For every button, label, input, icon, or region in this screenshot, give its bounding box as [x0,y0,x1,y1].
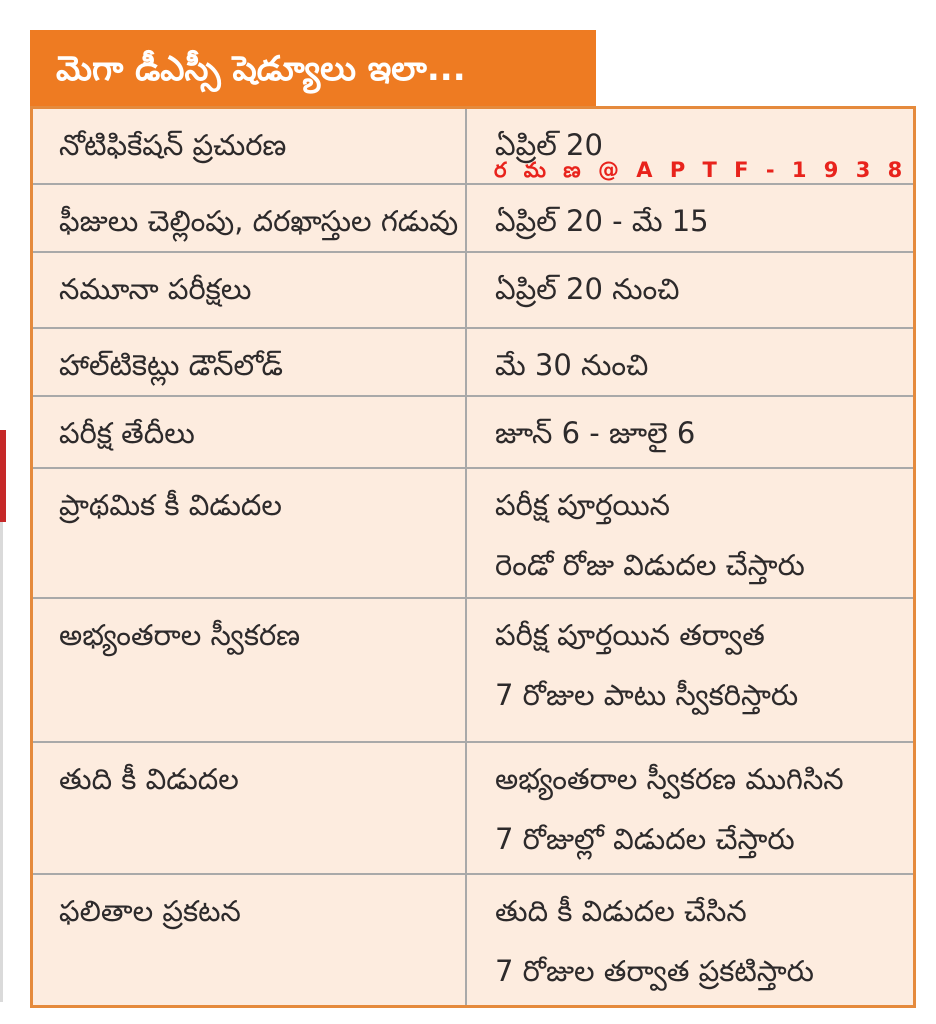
row-label: అభ్యంతరాల స్వీకరణ [33,599,467,743]
row-value-line: 7 రోజుల పాటు స్వీకరిస్తారు [495,678,799,712]
row-label: తుది కీ విడుదల [33,743,467,875]
watermark-text: ర మ ణ @ A P T F - 1 9 3 8 [494,158,908,182]
row-label: పరీక్ష తేదీలు [33,397,467,469]
schedule-title: మెగా డీఎస్సీ షెడ్యూలు ఇలా... [30,30,596,108]
row-value-line: అభ్యంతరాల స్వీకరణ ముగిసిన [495,762,844,796]
schedule-table [30,106,916,1008]
row-label: నమూనా పరీక్షలు [33,253,467,329]
row-value-line: పరీక్ష పూర్తయిన తర్వాత [495,618,765,652]
row-value [467,599,913,743]
row-label: నోటిఫికేషన్ ప్రచురణ [33,109,467,185]
row-value-line: ఏప్రిల్ 20 నుంచి [495,272,680,306]
row-value [467,185,913,253]
row-value [467,469,913,599]
row-value-line: ఏప్రిల్ 20 [495,128,603,162]
row-label: ఫలితాల ప్రకటన [33,875,467,1005]
row-value-line: 7 రోజుల్లో విడుదల చేస్తారు [495,822,795,856]
row-value [467,253,913,329]
row-value [467,329,913,397]
row-label: ప్రాథమిక కీ విడుదల [33,469,467,599]
row-value-line: రెండో రోజు విడుదల చేస్తారు [495,548,805,582]
row-label: ఫీజులు చెల్లింపు, దరఖాస్తుల గడువు [33,185,467,253]
row-value-line: తుది కీ విడుదల చేసిన [495,894,747,928]
row-value [467,743,913,875]
row-value-line: ఏప్రిల్ 20 - మే 15 [495,204,709,238]
row-label: హాల్‌టికెట్లు డౌన్‌లోడ్ [33,329,467,397]
row-value-line: పరీక్ష పూర్తయిన [495,488,670,522]
row-value-line: మే 30 నుంచి [495,348,649,382]
row-value [467,875,913,1005]
left-edge-strip [0,430,6,522]
row-value-line: జూన్ 6 - జూలై 6 [495,416,696,450]
row-value [467,397,913,469]
row-value-line: 7 రోజుల తర్వాత ప్రకటిస్తారు [495,954,814,988]
left-edge-line [0,522,3,1002]
